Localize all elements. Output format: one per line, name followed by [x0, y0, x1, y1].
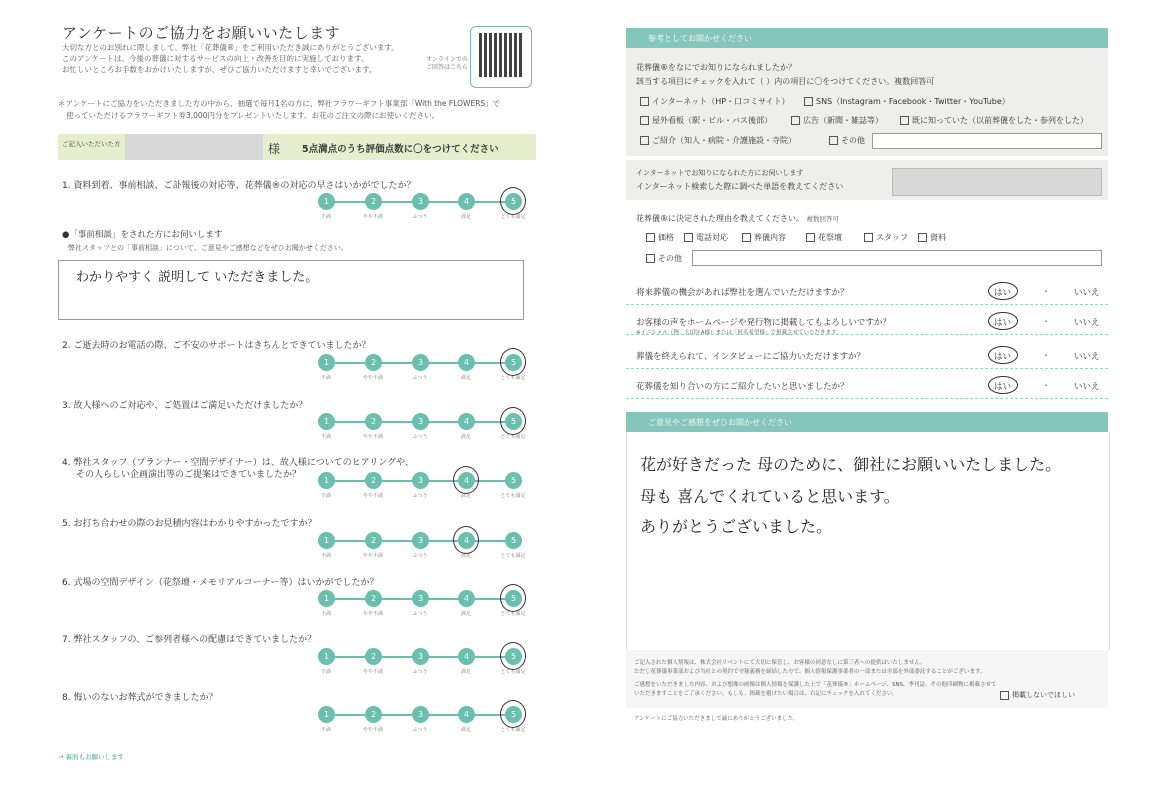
rating-dot-4[interactable]: 4	[458, 706, 475, 723]
scale-label: 不満	[320, 669, 331, 675]
opt-known[interactable]	[900, 115, 1088, 126]
scale-label: とても満足	[500, 375, 526, 381]
section-header-reference	[626, 28, 1108, 48]
selected-yes-mark	[988, 376, 1018, 394]
web-subtext: インターネット検索した際に調べた単語を教えてください	[636, 182, 844, 191]
scale-label: ふつう	[412, 493, 428, 499]
separator: ・	[1042, 381, 1050, 390]
rating-dot-3[interactable]: 3	[412, 648, 429, 665]
question-3: 3. 故人様へのご対応や、ご処置はご満足いただけましたか？	[62, 401, 308, 411]
rating-dot-1[interactable]: 1	[318, 706, 335, 723]
publish-note: いただきますことをご了承ください。もしも、掲載を避けたい場合は、右記にチェックを入れてください。	[634, 691, 898, 697]
question-2: 2. ご逝去時のお電話の際、ご不安のサポートはきちんとできていましたか？	[62, 341, 371, 351]
reason-option[interactable]	[742, 232, 786, 243]
checkbox[interactable]	[806, 233, 815, 242]
yes-no-questions	[626, 270, 1108, 400]
scale-label: とても満足	[500, 434, 526, 440]
question-4: 4. 弊社スタッフ（プランナー・空間デザイナー）は、故人様についてのヒアリングや、	[62, 458, 414, 468]
rating-scale-q7[interactable]	[318, 648, 528, 678]
opt-label: 広告（新聞・雑誌等）	[803, 116, 883, 125]
scale-label: やや不満	[362, 669, 383, 675]
opt-label: SNS（Instagram・Facebook・Twitter・YouTube）	[816, 97, 1010, 106]
opt-label: その他	[658, 254, 682, 263]
consult-subtext: 弊社スタッフとの「事前相談」について、ご意見やご感想などをぜひお聞かせください。	[68, 244, 348, 252]
name-field[interactable]	[125, 134, 263, 160]
scale-label: とても満足	[500, 493, 526, 499]
no-option[interactable]: いいえ	[1074, 352, 1100, 362]
intro-line: お忙しいところお手数をおかけいたしますが、ぜひご協力いただけますと幸いでございます。	[62, 65, 377, 74]
selected-rating-mark	[453, 466, 479, 494]
scale-label: 満足	[460, 434, 471, 440]
selected-yes-mark	[988, 346, 1018, 364]
survey-title: アンケートのご協力をお願いいたします	[62, 24, 341, 42]
scale-label: やや不満	[362, 214, 383, 220]
rating-dot-3[interactable]: 3	[412, 532, 429, 549]
reason-other-input[interactable]	[692, 250, 1102, 266]
checkbox[interactable]	[742, 233, 751, 242]
checkbox[interactable]	[804, 97, 813, 106]
scale-label: とても満足	[500, 611, 526, 617]
other-source-input[interactable]	[872, 133, 1102, 149]
instruction: 5点満点のうち評価点数に〇をつけてください	[302, 144, 499, 155]
reason-options	[646, 232, 1066, 246]
rating-dot-3[interactable]: 3	[412, 193, 429, 210]
opt-label: ご紹介（知人・病院・介護施設・寺院）	[652, 136, 796, 145]
rating-dot-2[interactable]: 2	[365, 413, 382, 430]
turn-over-note: → 裏面もお願いします	[58, 753, 125, 761]
privacy-note: ただし花葬儀事業部および当社との契約で守秘義務を締結した方で、個人情報保護事業者の一部または全部を外部委託することがございます。	[634, 669, 986, 675]
opt-ad[interactable]	[791, 115, 883, 126]
comment-line: 母も 喜んでくれていると思います。	[640, 487, 900, 506]
question-6: 6. 式場の空間デザイン（花祭壇・メモリアルコーナー等）はいかがでしたか？	[62, 578, 379, 588]
scale-label: ふつう	[412, 434, 428, 440]
separator: ・	[1042, 351, 1050, 360]
rating-dot-4[interactable]: 4	[458, 590, 475, 607]
scale-label: とても満足	[500, 727, 526, 733]
rating-dot-5[interactable]: 5	[505, 472, 522, 489]
rating-dot-1[interactable]: 1	[318, 413, 335, 430]
scale-label: ふつう	[412, 669, 428, 675]
opt-other[interactable]	[829, 135, 865, 146]
question-5: 5. お打ち合わせの際のお見積内容はわかりやすかったですか？	[62, 519, 317, 529]
scale-label: やや不満	[362, 611, 383, 617]
separator: ・	[1042, 317, 1050, 326]
rating-dot-2[interactable]: 2	[365, 648, 382, 665]
yn-question: 葬儀を終えられて、インタビューにご協力いただけますか？	[636, 352, 865, 362]
opt-referral[interactable]	[640, 135, 796, 146]
checkbox[interactable]	[918, 233, 927, 242]
scale-label: 不満	[320, 434, 331, 440]
rating-dot-1[interactable]: 1	[318, 532, 335, 549]
rating-dot-4[interactable]: 4	[458, 648, 475, 665]
checkbox[interactable]	[646, 254, 655, 263]
rating-dot-2[interactable]: 2	[365, 193, 382, 210]
rating-dot-1[interactable]: 1	[318, 590, 335, 607]
rating-dot-5[interactable]: 5	[505, 413, 522, 430]
privacy-note: ご記入された個人情報は、株式会社リベントにて大切に保管し、お客様の同意なしに第三者への提供はいたしません。	[634, 660, 926, 666]
rating-dot-5[interactable]: 5	[505, 354, 522, 371]
intro-line: 大切な方とのお別れに際しまして、弊社「花葬儀®」をご利用いただき誠にありがとうございます。	[62, 43, 399, 52]
row-divider	[626, 368, 1108, 369]
row-divider	[626, 304, 1108, 305]
selected-rating-mark	[500, 187, 526, 215]
search-words-field[interactable]	[892, 168, 1102, 196]
scale-label: ふつう	[412, 375, 428, 381]
rating-dot-4[interactable]: 4	[458, 193, 475, 210]
web-question: インターネットでお知りになられた方にお伺いします	[636, 169, 804, 177]
section-title: ご意見やご感想をぜひお聞かせください	[648, 418, 792, 427]
scale-label: やや不満	[362, 727, 383, 733]
checkbox[interactable]	[829, 136, 838, 145]
checkbox[interactable]	[640, 97, 649, 106]
row-divider	[626, 398, 1108, 399]
rating-dot-2[interactable]: 2	[365, 706, 382, 723]
scale-label: やや不満	[362, 553, 383, 559]
publish-initial-note: ※イニシャル（例：大田区A様）または「匿名希望様」で掲載させていただきます。	[636, 330, 842, 336]
name-label: ご記入いただいた方	[62, 140, 121, 148]
checkbox[interactable]	[684, 233, 693, 242]
rating-dot-5[interactable]: 5	[505, 532, 522, 549]
reason-option[interactable]	[684, 232, 728, 243]
yn-question: お客様の声をホームページや発行物に掲載してもよろしいですか？	[636, 318, 891, 328]
selected-rating-mark	[453, 526, 479, 554]
opt-label: その他	[841, 136, 865, 145]
intro-line: このアンケートは、今後の葬儀に対するサービスの向上・改善を目的に実施しております。	[62, 54, 369, 63]
rating-scale-q8[interactable]	[318, 706, 528, 736]
gift-note: 使っていただけるフラワーギフト券3,000円分をプレゼントいたします。お花のご注文の際にお使いください。	[66, 111, 440, 120]
scale-label: ふつう	[412, 553, 428, 559]
scale-label: とても満足	[500, 669, 526, 675]
rating-dot-4[interactable]: 4	[458, 413, 475, 430]
opt-label: 掲載しないでほしい	[1012, 691, 1075, 699]
reason-option[interactable]	[806, 232, 842, 243]
rating-dot-5[interactable]: 5	[505, 193, 522, 210]
rating-dot-3[interactable]: 3	[412, 413, 429, 430]
scale-label: 不満	[320, 375, 331, 381]
question-4-cont: その人らしい企画演出等のご提案はできていましたか？	[76, 470, 302, 480]
yes-option[interactable]: はい	[994, 288, 1012, 298]
scale-label: 不満	[320, 493, 331, 499]
no-publish-option[interactable]	[1000, 690, 1075, 700]
how-subtext: 該当する項目にチェックを入れて（ ）内の項目に〇をつけてください。複数回答可	[636, 77, 935, 86]
scale-label: 満足	[460, 611, 471, 617]
reason-option[interactable]	[864, 232, 908, 243]
reason-label: 電話対応	[696, 233, 728, 242]
rating-scale-q6[interactable]	[318, 590, 528, 620]
yn-question: 花葬儀を知り合いの方にご紹介したいと思いましたか？	[636, 382, 849, 392]
checkbox[interactable]	[1000, 691, 1009, 700]
selected-rating-mark	[500, 700, 526, 728]
rating-dot-5[interactable]: 5	[505, 648, 522, 665]
selected-yes-mark	[988, 282, 1018, 300]
rating-dot-3[interactable]: 3	[412, 590, 429, 607]
rating-dot-3[interactable]: 3	[412, 354, 429, 371]
scale-label: 満足	[460, 375, 471, 381]
rating-dot-1[interactable]: 1	[318, 354, 335, 371]
scale-label: やや不満	[362, 493, 383, 499]
scale-label: 不満	[320, 611, 331, 617]
selected-rating-mark	[500, 407, 526, 435]
reason-option[interactable]	[646, 232, 674, 243]
scale-label: とても満足	[500, 214, 526, 220]
consult-answer: わかりやすく 説明して いただきました。	[76, 270, 319, 285]
rating-dot-1[interactable]: 1	[318, 648, 335, 665]
rating-dot-2[interactable]: 2	[365, 590, 382, 607]
rating-dot-5[interactable]: 5	[505, 706, 522, 723]
question-7: 7. 弊社スタッフの、ご参列者様への配慮はできていましたか？	[62, 635, 317, 645]
scale-label: 不満	[320, 214, 331, 220]
rating-dot-3[interactable]: 3	[412, 472, 429, 489]
opt-label: インターネット（HP・口コミサイト）	[652, 97, 790, 106]
reason-option[interactable]	[918, 232, 946, 243]
comment-line: 花が好きだった 母のために、御社にお願いいたしました。	[640, 455, 1062, 474]
consult-heading: ●「事前相談」をされた方にお伺いします	[62, 230, 223, 240]
reason-question	[636, 213, 839, 224]
reason-q-text: 花葬儀®に決定された理由を教えてください。	[636, 214, 804, 223]
checkbox[interactable]	[900, 116, 909, 125]
how-question: 花葬儀®をなにでお知りになられましたか？	[636, 63, 796, 72]
yn-question: 将来葬儀の機会があれば弊社を選んでいただけますか？	[636, 288, 849, 298]
rating-scale-q5[interactable]	[318, 532, 528, 562]
rating-dot-1[interactable]: 1	[318, 193, 335, 210]
reason-label: 価格	[658, 233, 674, 242]
yes-option[interactable]: はい	[994, 382, 1012, 392]
reason-label: スタッフ	[876, 233, 908, 242]
separator: ・	[1042, 287, 1050, 296]
scale-label: 満足	[460, 214, 471, 220]
selected-yes-mark	[988, 312, 1018, 330]
rating-dot-4[interactable]: 4	[458, 532, 475, 549]
scale-label: やや不満	[362, 375, 383, 381]
yes-option[interactable]: はい	[994, 352, 1012, 362]
selected-rating-mark	[500, 642, 526, 670]
reason-label: 葬儀内容	[754, 233, 786, 242]
checkbox[interactable]	[646, 233, 655, 242]
no-option[interactable]: いいえ	[1074, 382, 1100, 392]
qr-code[interactable]	[470, 26, 532, 88]
opt-internet[interactable]	[640, 96, 790, 107]
checkbox[interactable]	[640, 136, 649, 145]
yes-option[interactable]: はい	[994, 318, 1012, 328]
scale-label: 満足	[460, 669, 471, 675]
question-8: 8. 悔いのないお葬式ができましたか？	[62, 693, 218, 703]
gift-note: ＊アンケートにご協力をいただきました方の中から、抽選で毎月1名の方に、弊社フラワーギフト事業部「With the FLOWERS」で	[58, 99, 501, 108]
reason-label: 花祭壇	[818, 233, 842, 242]
scale-label: 満足	[460, 553, 471, 559]
sama-label: 様	[268, 142, 281, 156]
publish-note: ご感想をいただきました内容、および想像の画像は個人情報を保護した上で「花葬儀®」ホームページ、SNS、季刊誌、その他印刷物に掲載させて	[634, 682, 997, 688]
rating-scale-q3[interactable]	[318, 413, 528, 443]
scale-label: ふつう	[412, 727, 428, 733]
scale-label: 満足	[460, 727, 471, 733]
opt-outdoor[interactable]	[640, 115, 772, 126]
no-option[interactable]: いいえ	[1074, 288, 1100, 298]
comment-line: ありがとうございました。	[640, 517, 833, 536]
rating-dot-2[interactable]: 2	[365, 354, 382, 371]
scale-label: 不満	[320, 553, 331, 559]
reason-label: 資料	[930, 233, 946, 242]
rating-scale-q2[interactable]	[318, 354, 528, 384]
opt-label: 屋外看板（駅・ビル・バス後部）	[652, 116, 772, 125]
rating-dot-4[interactable]: 4	[458, 354, 475, 371]
selected-rating-mark	[500, 584, 526, 612]
question-1: 1. 資料到着、事前相談、ご訃報後の対応等、花葬儀®の対応の早さはいかがでしたか？	[62, 181, 416, 191]
checkbox[interactable]	[864, 233, 873, 242]
rating-dot-4[interactable]: 4	[458, 472, 475, 489]
checkbox[interactable]	[640, 116, 649, 125]
no-option[interactable]: いいえ	[1074, 318, 1100, 328]
scale-label: ふつう	[412, 214, 428, 220]
rating-dot-3[interactable]: 3	[412, 706, 429, 723]
section-header-comments	[626, 412, 1108, 432]
thanks-note: アンケートにご協力いただきまして誠にありがとうございました。	[634, 716, 799, 722]
rating-scale-q4[interactable]	[318, 472, 528, 502]
reason-multi: 複数回答可	[806, 215, 840, 223]
scale-label: 不満	[320, 727, 331, 733]
reason-other[interactable]	[646, 253, 682, 264]
rating-scale-q1[interactable]	[318, 193, 528, 223]
rating-dot-1[interactable]: 1	[318, 472, 335, 489]
qr-label: オンラインでの ご回答はこちら	[426, 56, 469, 71]
rating-dot-5[interactable]: 5	[505, 590, 522, 607]
selected-rating-mark	[500, 348, 526, 376]
scale-label: とても満足	[500, 553, 526, 559]
rating-dot-2[interactable]: 2	[365, 472, 382, 489]
opt-sns[interactable]	[804, 96, 1010, 107]
scale-label: やや不満	[362, 434, 383, 440]
section-title: 参考としてお聞かせください	[648, 34, 752, 43]
scale-label: 満足	[460, 493, 471, 499]
scale-label: ふつう	[412, 611, 428, 617]
opt-label: 既に知っていた（以前葬儀をした・参列をした）	[912, 116, 1088, 125]
checkbox[interactable]	[791, 116, 800, 125]
rating-dot-2[interactable]: 2	[365, 532, 382, 549]
